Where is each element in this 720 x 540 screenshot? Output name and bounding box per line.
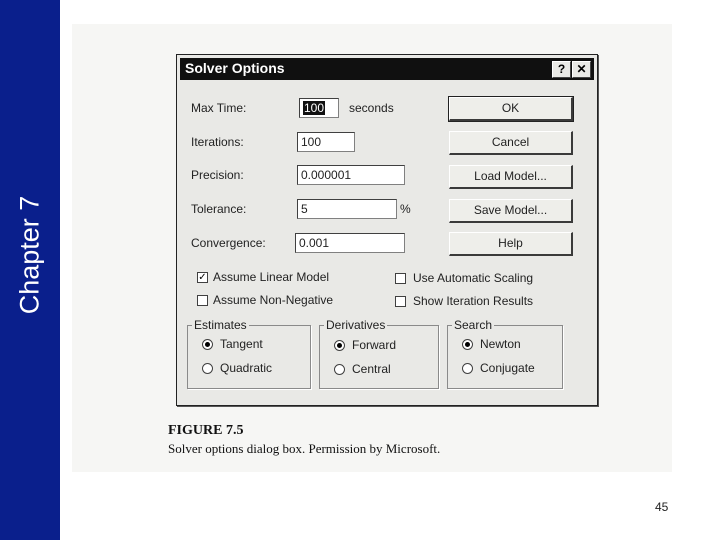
dialog-titlebar[interactable] — [180, 58, 594, 80]
max-time-value: 100 — [304, 101, 325, 115]
dialog-title: Solver Options — [185, 60, 285, 76]
max-time-input[interactable] — [299, 98, 339, 118]
derivatives-group — [319, 318, 439, 389]
forward-label: Forward — [352, 338, 397, 352]
chapter-label: Chapter 7 — [14, 195, 45, 315]
ok-button[interactable]: OK — [449, 97, 573, 121]
save-model-button[interactable]: Save Model... — [449, 199, 573, 223]
assume-non-negative-label: Assume Non-Negative — [213, 293, 334, 307]
load-model-button[interactable]: Load Model... — [449, 165, 573, 189]
use-automatic-scaling-label: Use Automatic Scaling — [413, 271, 534, 285]
cancel-button[interactable]: Cancel — [449, 131, 573, 155]
help-icon[interactable]: ? — [552, 61, 571, 78]
max-time-label: Max Time: — [191, 101, 247, 115]
iterations-label: Iterations: — [191, 135, 244, 149]
show-iteration-results-checkbox[interactable] — [395, 296, 406, 307]
conjugate-label: Conjugate — [480, 361, 535, 375]
assume-linear-model-label: Assume Linear Model — [213, 270, 330, 284]
estimates-group-title: Estimates — [194, 318, 247, 332]
conjugate-radio[interactable] — [462, 363, 473, 374]
search-group-title: Search — [454, 318, 493, 332]
search-group — [447, 318, 563, 389]
help-button[interactable]: Help — [449, 232, 573, 256]
forward-radio[interactable] — [334, 340, 345, 351]
convergence-input[interactable]: 0.001 — [295, 233, 405, 253]
quadratic-label: Quadratic — [220, 361, 273, 375]
tolerance-input[interactable]: 5 — [297, 199, 397, 219]
central-label: Central — [352, 362, 391, 376]
max-time-unit: seconds — [349, 101, 394, 115]
central-radio[interactable] — [334, 364, 345, 375]
show-iteration-results-label: Show Iteration Results — [413, 294, 534, 308]
close-icon[interactable]: ✕ — [572, 61, 591, 78]
figure-caption: Solver options dialog box. Permission by Microsoft. — [168, 441, 441, 456]
chapter-sidebar — [0, 0, 60, 540]
figure-label: FIGURE 7.5 — [168, 423, 244, 438]
precision-input[interactable]: 0.000001 — [297, 165, 405, 185]
iterations-input[interactable]: 100 — [297, 132, 355, 152]
convergence-label: Convergence: — [191, 236, 266, 250]
estimates-group — [187, 318, 311, 389]
quadratic-radio[interactable] — [202, 363, 213, 374]
solver-options-dialog — [176, 54, 598, 406]
newton-radio[interactable] — [462, 339, 473, 350]
use-automatic-scaling-checkbox[interactable] — [395, 273, 406, 284]
assume-linear-model-checkbox[interactable]: ✓ — [198, 272, 207, 283]
newton-label: Newton — [480, 337, 521, 351]
assume-non-negative-checkbox[interactable] — [197, 295, 208, 306]
page-number: 45 — [655, 500, 669, 514]
tolerance-label: Tolerance: — [191, 202, 247, 216]
precision-label: Precision: — [191, 168, 244, 182]
tolerance-unit: % — [400, 202, 411, 216]
tangent-label: Tangent — [220, 337, 263, 351]
derivatives-group-title: Derivatives — [326, 318, 386, 332]
tangent-radio[interactable] — [202, 339, 213, 350]
